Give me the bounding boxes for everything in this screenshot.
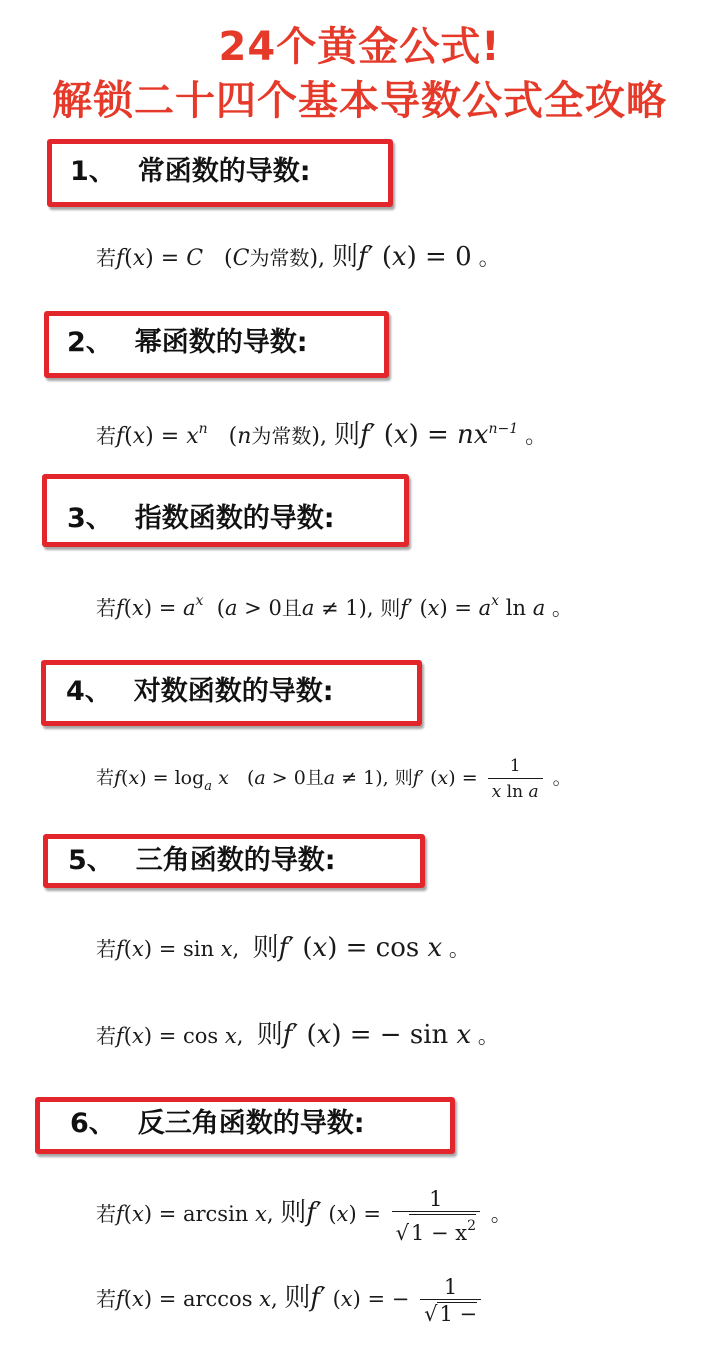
period: 。 [525,424,548,449]
fraction-numerator: 1 [420,1276,481,1300]
formula-arccos: 若f(x) = arccos x, 则f′ (x) = − $\frac{1}{√1 -}$ [96,1270,485,1327]
section-3-heading [67,503,335,535]
math-cos: cos [182,1024,219,1048]
word-ruo: 若 [96,424,116,448]
word-ze: 则 [256,1020,283,1050]
section-number: 1、 [70,156,116,187]
word-ruo: 若 [96,246,116,270]
math-C: C [186,246,204,271]
formula-exponential: 若$f(x) = a^x$ (a > 0且a ≠ 1), 则f′ $(x) = a^x$ ln a 。 [96,593,573,620]
fraction: $\frac{1}{√1 - x^2}$ [392,1188,480,1244]
page-title: 24个黄金公式! [218,24,501,70]
formula-cos: 若f(x) = cos x, 则f′ (x) = − sin x 。 [96,1020,499,1050]
math-a: a [182,596,196,620]
math-a: a [323,767,336,789]
math-sqrt-body: 1 − x [411,1220,468,1245]
math-sin: sin [182,937,214,961]
section-number: 4、 [66,676,112,707]
math-sqrt-body: 1 − [439,1302,478,1326]
fraction-numerator: 1 [488,755,543,779]
math-zero: 0 [293,767,306,789]
word-qie: 且 [281,596,302,620]
word-ruo: 若 [96,1202,116,1226]
math-sin: sin [409,1020,449,1050]
math-a: a [254,767,266,789]
math-arccos: arccos [182,1287,253,1311]
period: 。 [551,596,573,620]
section-6-heading [70,1108,365,1140]
section-4-heading [66,676,334,708]
math-n-minus-1: n−1 [488,421,519,437]
math-zero: 0 [455,242,472,272]
math-a: a [301,596,315,620]
math-a-sub: a [204,779,213,794]
section-title: 常函数的导数: [137,156,311,187]
period: 。 [478,246,501,271]
math-a: a [478,596,492,620]
math-cos: cos [375,933,420,963]
math-arcsin: arcsin [182,1202,249,1226]
math-ln: ln [505,596,526,620]
math-log: log [174,767,205,789]
section-number: 3、 [67,503,113,534]
section-number: 5、 [68,845,114,876]
word-weichangshu: 为常数 [251,424,312,448]
section-title: 三角函数的导数: [135,845,336,876]
math-C: C [232,246,250,271]
period: 。 [477,1024,499,1048]
section-2-heading [67,327,308,359]
section-title: 对数函数的导数: [133,676,334,707]
word-ze: 则 [332,242,359,272]
math-n: n [237,424,252,449]
word-weichangshu: 为常数 [249,246,310,270]
fraction: $\frac{1}{\text{x ln a}}$ [488,755,543,803]
page-subtitle: 解锁二十四个基本导数公式全攻略 [52,78,667,124]
word-ruo: 若 [96,768,114,789]
word-ze: 则 [394,768,413,789]
formula-power: 若$f(x) = x^n$ (n为常数), 则f′ $(x) = nx^{n-1}$ 。 [96,420,548,450]
section-number: 6、 [70,1108,116,1139]
section-number: 2、 [67,327,113,358]
math-a: a [532,596,546,620]
formula-constant: 若f(x) = C (C为常数), 则f′ (x) = 0 。 [96,242,501,272]
section-1-heading [70,156,311,188]
word-ruo: 若 [96,1024,116,1048]
math-ln: ln [506,782,524,802]
word-qie: 且 [305,768,324,789]
section-title: 幂函数的导数: [134,327,308,358]
section-5-heading [68,845,336,877]
word-ze: 则 [280,1198,307,1228]
period: 。 [448,937,470,961]
word-ruo: 若 [96,1287,116,1311]
fraction-numerator: 1 [392,1188,480,1212]
math-a: a [224,596,238,620]
section-title: 反三角函数的导数: [137,1108,365,1139]
formula-arcsin: 若f(x) = arcsin x, 则f′ (x) = $\frac{1}{√1 - x^2}$ 。 [96,1186,512,1245]
math-a: a [528,782,539,802]
section-title: 指数函数的导数: [134,503,335,534]
bottom-fade-overlay [505,1262,719,1354]
math-one: 1 [363,767,376,789]
formula-logarithm: 若$f(x) = \log_a x$ (a > 0且a ≠ 1), 则f′ (x) = $\frac{1}{\text{x ln a}}$ 。 [96,756,572,802]
formula-sin: 若f(x) = sin x, 则f′ (x) = cos x 。 [96,933,470,963]
period: 。 [552,767,572,789]
word-ze: 则 [333,420,360,450]
period: 。 [490,1202,512,1226]
word-ze: 则 [252,933,279,963]
word-ze: 则 [380,596,401,620]
math-zero: 0 [268,596,282,620]
fraction: $\frac{1}{√1 -}$ [420,1276,481,1325]
math-one: 1 [345,596,359,620]
word-ruo: 若 [96,596,116,620]
math-n-exp: n [198,421,208,437]
word-ruo: 若 [96,937,116,961]
word-ze: 则 [284,1283,311,1313]
